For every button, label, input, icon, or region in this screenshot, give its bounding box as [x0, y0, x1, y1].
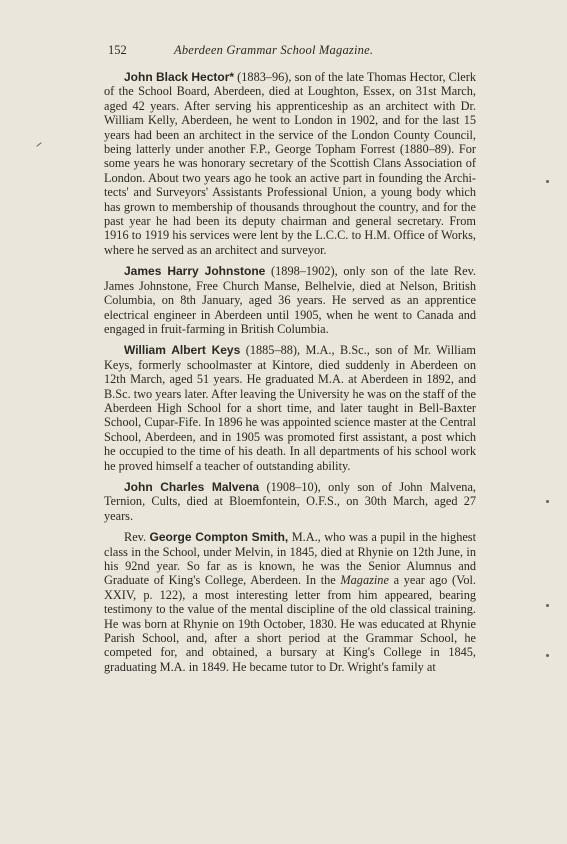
entry-text: (1908–10), only son of John Malvena, Ternion, Cults, died at Bloemfontein, O.F.S., on 30th March, aged 27 years. [104, 479, 476, 523]
margin-pencil-mark [36, 142, 41, 147]
person-name: John Charles Malvena [124, 479, 260, 494]
obituary-entry [104, 343, 476, 473]
person-name: William Albert Keys [124, 343, 241, 358]
person-name: George Compton Smith, [149, 530, 289, 545]
margin-dot [546, 654, 549, 657]
entry-italic: Magazine [340, 573, 389, 588]
entry-text: a year ago (Vol. XXIV, p. 122), a most interesting letter from him appeared, bearing testimony to the value of the mental discipline of the old classical training. He was born at Rhynie on 19th October, 1830. He was educated at Rhynie Parish School, and, after a short period at the Grammar School, he competed for, and obtained, a bursary at King's College in 1845, graduating M.A. in 1849. He became tutor to Dr. Wright's family at [104, 573, 477, 674]
obituary-text [104, 70, 476, 681]
running-head [108, 43, 448, 58]
obituary-entry [104, 480, 476, 523]
margin-dot [546, 500, 549, 503]
obituary-entry [104, 70, 476, 257]
magazine-title: Aberdeen Grammar School Magazine. [174, 43, 374, 57]
entry-text: M.A., who was a pupil in the highest class in the School, under Melvin, in 1845, died at Rhynie on 12th June, in his 92nd year. So far as is known, he was the Senior Alumnus and Graduate of King's College, Aberdeen. In the [104, 530, 477, 588]
obituary-entry [104, 530, 476, 674]
entry-prefix: Rev. [124, 530, 150, 545]
margin-dot [546, 180, 549, 183]
page-number: 152 [108, 43, 127, 57]
person-name: James Harry Johnstone [124, 264, 266, 279]
entry-text: (1898–1902), only son of the late Rev. James Johnstone, Free Church Manse, Belhelvie, died at Nelson, British Columbia, on 8th January, aged 36 years. He served as an apprentice electrical engineer in Aberdeen until 1905, when he went to Canada and engaged in fruit-farming in British Columbia. [104, 264, 476, 336]
obituary-entry [104, 264, 476, 336]
entry-text: (1883–96), son of the late Thomas Hector, Clerk of the School Board, Aberdeen, died at Loughton, Essex, on 31st March, aged 42 years. After serving his apprenticeship as an architect with Dr. William Kelly, Aberdeen, he went to London in 1902, and for the last 15 years had been an architect in the service of the London County Council, being latterly under another F.P., George Topham Forrest (1880–89). For some years he was honorary secretary of the Scottish Clans Association of London. About two years ago he took an active part in founding the Architects' and Surveyors' Assistants Professional Union, a young body which has grown to membership of thousands throughout the country, and for the past year he had been its deputy chairman and general secretary. From 1916 to 1919 his services were lent by the L.C.C. to H.M. Office of Works, where he served as an architect and surveyor. [104, 70, 476, 257]
entry-text: (1885–88), M.A., B.Sc., son of Mr. William Keys, formerly schoolmaster at Kintore, died suddenly in Aberdeen on 12th March, aged 51 years. He graduated M.A. at Aberdeen in 1892, and B.Sc. two years later. After leaving the University he was on the staff of the Aberdeen High School for a short time, and later taught in Bell-Baxter School, Cupar-Fife. In 1896 he was appointed science master at the Central School, Aberdeen, and in 1905 was promoted first assistant, a post which he occupied to the time of his death. In all departments of his school work he proved himself a teacher of outstanding ability. [104, 343, 476, 473]
margin-dot [546, 604, 549, 607]
person-name: John Black Hector* [124, 70, 235, 84]
